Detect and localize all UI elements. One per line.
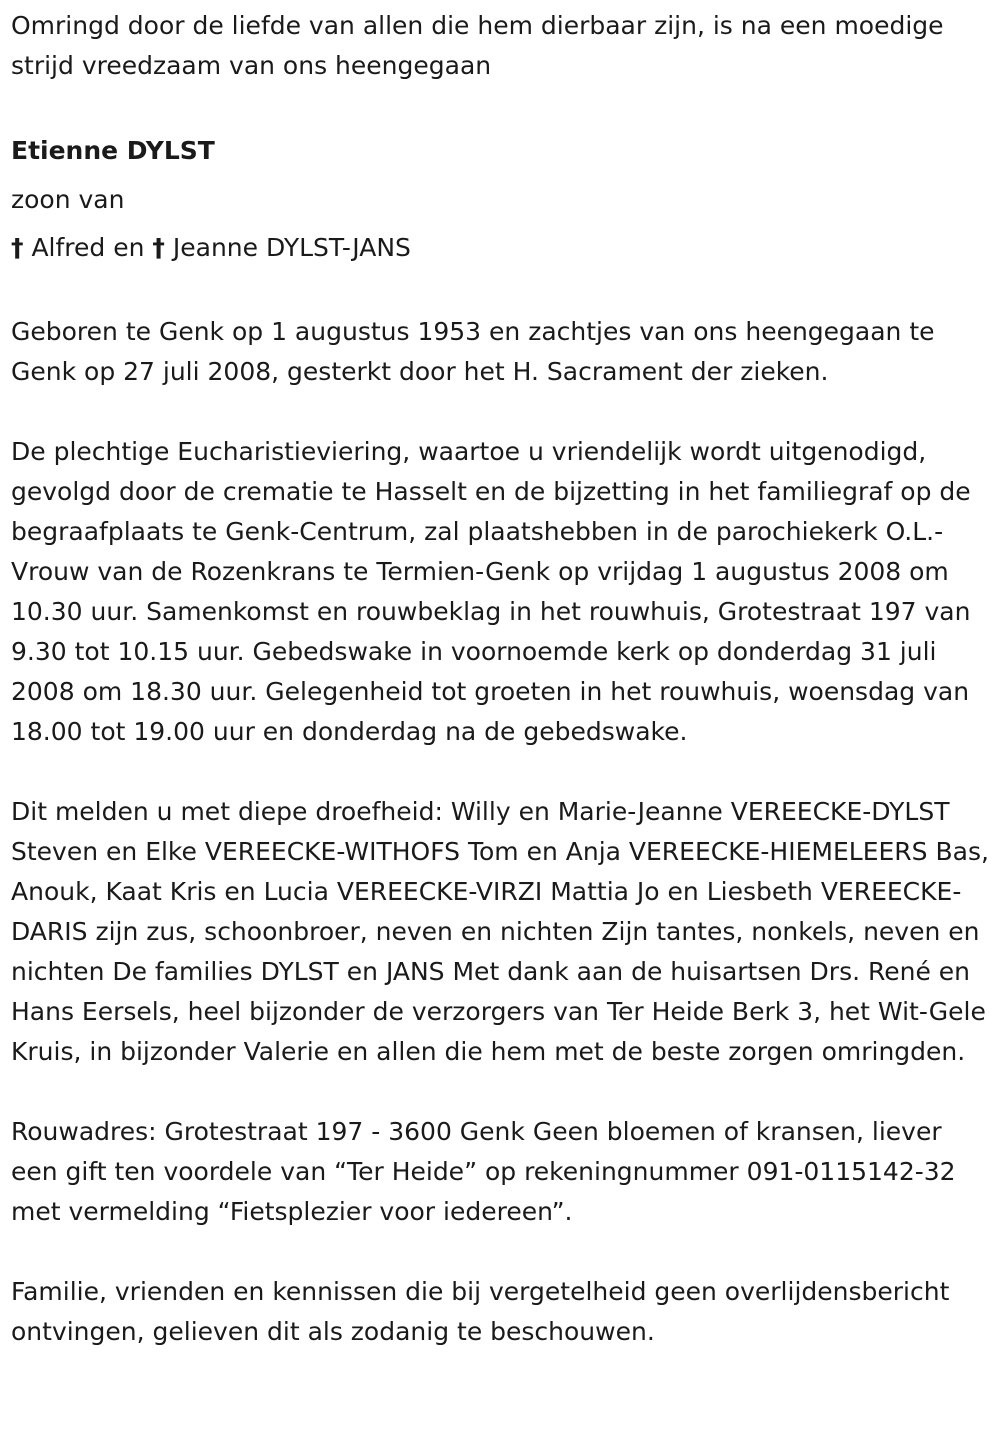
parents-line bbox=[11, 224, 995, 272]
spacer bbox=[11, 86, 995, 126]
address-text: Rouwadres: Grotestraat 197 - 3600 Genk Geen bloemen of kransen, liever een gift ten voordele van “Ter Heide” op rekeningnummer 091-0115142-32 met vermelding “Fietsplezier voor iedereen”. bbox=[11, 1117, 956, 1226]
death-notice bbox=[11, 6, 995, 1352]
father-name: Alfred en bbox=[31, 233, 145, 262]
family-text: Dit melden u met diepe droefheid: Willy en Marie-Jeanne VEREECKE-DYLST Steven en Elke VEREECKE-WITHOFS Tom en Anja VEREECKE-HIEMELEERS Bas, Anouk, Kaat Kris en Lucia VEREECKE-VIRZI Mattia Jo en Liesbeth VEREECKE-DARIS zijn zus, schoonbroer, neven en nichten Zijn tantes, nonkels, neven en nichten De families DYLST en JANS Met dank aan de huisartsen Drs. René en Hans Eersels, heel bijzonder de verzorgers van Ter Heide Berk 3, het Wit-Gele Kruis, in bijzonder Valerie en allen die hem met de beste zorgen omringden. bbox=[11, 797, 989, 1066]
spacer bbox=[11, 752, 995, 792]
closing-text: Familie, vrienden en kennissen die bij vergetelheid geen overlijdensbericht ontvingen, gelieven dit als zodanig te beschouwen. bbox=[11, 1277, 950, 1346]
son-of-label: zoon van bbox=[11, 185, 125, 214]
cross-icon: † bbox=[152, 233, 165, 262]
mother-name: Jeanne DYLST-JANS bbox=[172, 233, 411, 262]
spacer bbox=[11, 1072, 995, 1112]
ceremony-text: De plechtige Eucharistieviering, waartoe u vriendelijk wordt uitgenodigd, gevolgd door de crematie te Hasselt en de bijzetting in het familiegraf op de begraafplaats te Genk-Centrum, zal plaatshebben in de parochiekerk O.L.- Vrouw van de Rozenkrans te Termien-Genk op vrijdag 1 augustus 2008 om 10.30 uur. Samenkomst en rouwbeklag in het rouwhuis, Grotestraat 197 van 9.30 tot 10.15 uur. Gebedswake in voornoemde kerk op donderdag 31 juli 2008 om 18.30 uur. Gelegenheid tot groeten in het rouwhuis, woensdag van 18.00 tot 19.00 uur en donderdag na de gebedswake. bbox=[11, 437, 971, 746]
spacer bbox=[11, 272, 995, 312]
intro-text: Omringd door de liefde van allen die hem dierbaar zijn, is na een moedige strijd vreedzaam van ons heengegaan bbox=[11, 11, 944, 80]
cross-icon: † bbox=[11, 233, 24, 262]
birth-death-text: Geboren te Genk op 1 augustus 1953 en zachtjes van ons heengegaan te Genk op 27 juli 2008, gesterkt door het H. Sacrament der zieken. bbox=[11, 317, 935, 386]
spacer bbox=[11, 392, 995, 432]
spacer bbox=[11, 1232, 995, 1272]
deceased-name: Etienne DYLST bbox=[11, 136, 215, 165]
